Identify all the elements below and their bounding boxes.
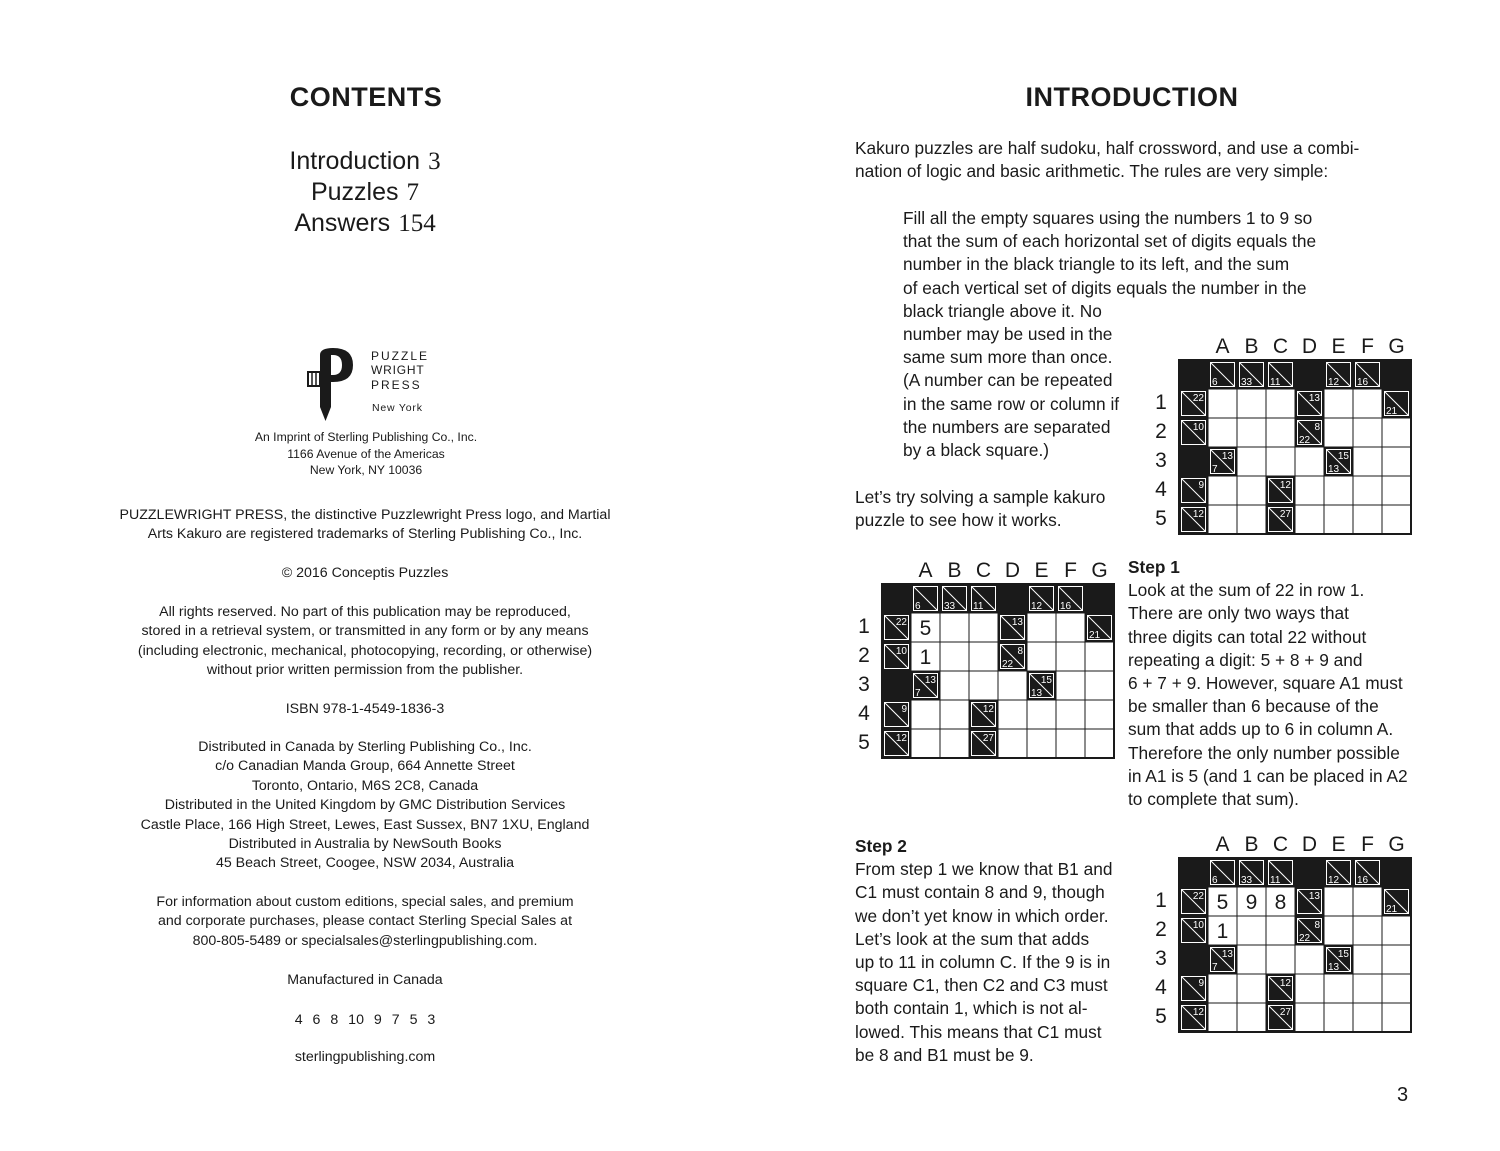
empty-cell[interactable] — [1266, 418, 1295, 447]
empty-cell[interactable] — [1056, 700, 1085, 729]
clue-cell — [1085, 584, 1114, 613]
empty-cell[interactable] — [1208, 389, 1237, 418]
info-line: 800-805-5489 or specialsales@sterlingpublishing.com. — [192, 932, 538, 949]
empty-cell[interactable] — [1027, 613, 1056, 642]
row-header-3: 3 — [1155, 947, 1167, 970]
row-header-1: 1 — [1155, 889, 1167, 912]
down-clue-number: 33 — [1241, 875, 1253, 886]
empty-cell[interactable] — [1056, 613, 1085, 642]
down-clue-number: 7 — [1212, 464, 1218, 475]
toc-label: Answers — [294, 209, 391, 237]
empty-cell[interactable] — [1208, 974, 1237, 1003]
rights-line: without prior written permission from the publisher. — [206, 662, 524, 679]
empty-cell[interactable] — [1266, 447, 1295, 476]
rights-line: stored in a retrieval system, or transmitted in any form or by any means — [141, 623, 589, 640]
empty-cell[interactable] — [940, 613, 969, 642]
step2-line: Let’s look at the sum that adds — [855, 928, 1090, 949]
across-clue-number: 9 — [1198, 480, 1204, 491]
imprint-line: An Imprint of Sterling Publishing Co., Inc. — [254, 430, 478, 444]
step1-title: Step 1 — [1128, 557, 1180, 577]
across-clue-number: 9 — [1198, 978, 1204, 989]
step1-line: There are only two ways that — [1128, 603, 1349, 624]
across-clue-number: 10 — [1192, 920, 1204, 931]
rules-line: number in the black triangle to its left, and the sum — [903, 254, 1290, 275]
step2-line: be 8 and B1 must be 9. — [855, 1044, 1034, 1065]
down-clue-number: 22 — [1299, 435, 1311, 446]
rights-notice — [55, 603, 675, 681]
empty-cell[interactable] — [1353, 447, 1382, 476]
empty-cell[interactable] — [969, 642, 998, 671]
page-number: 3 — [1397, 1084, 1409, 1106]
rules-line: number may be used in the — [903, 324, 1113, 345]
empty-cell[interactable] — [1295, 505, 1324, 534]
pencil-p-logo-icon — [305, 345, 367, 427]
empty-cell[interactable] — [1208, 476, 1237, 505]
step2-line: both contain 1, which is not al- — [855, 998, 1088, 1019]
rules-line: black triangle above it. No — [903, 300, 1102, 321]
row-header-5: 5 — [1155, 507, 1167, 530]
distribution-line: 45 Beach Street, Coogee, NSW 2034, Australia — [215, 855, 515, 872]
down-clue-number: 12 — [1328, 377, 1340, 388]
trademark-line: PUZZLEWRIGHT PRESS, the distinctive Puzzlewright Press logo, and Martial — [119, 507, 611, 523]
down-clue-number: 22 — [1002, 659, 1014, 670]
introduction-heading: INTRODUCTION — [1025, 82, 1239, 112]
step2-title: Step 2 — [855, 836, 907, 856]
down-clue-number: 13 — [1328, 962, 1340, 973]
row-header-1: 1 — [1155, 391, 1167, 414]
column-header-b: B — [1244, 833, 1259, 856]
distribution-line: Distributed in Canada by Sterling Publishing Co., Inc. — [198, 739, 532, 755]
clue-cell — [882, 671, 911, 700]
down-clue-number: 33 — [1241, 377, 1253, 388]
empty-cell[interactable] — [1324, 974, 1353, 1003]
empty-cell[interactable] — [1353, 974, 1382, 1003]
empty-cell[interactable] — [911, 729, 940, 758]
across-clue-number: 13 — [1221, 949, 1233, 960]
clue-cell — [1179, 945, 1208, 974]
across-clue-number: 13 — [1308, 891, 1320, 902]
row-header-5: 5 — [1155, 1005, 1167, 1028]
clue-cell — [1295, 858, 1324, 887]
empty-cell[interactable] — [1353, 505, 1382, 534]
empty-cell[interactable] — [1085, 642, 1114, 671]
distribution-line: Toronto, Ontario, M6S 2C8, Canada — [251, 777, 479, 794]
empty-cell[interactable] — [1353, 945, 1382, 974]
down-clue-number: 11 — [1270, 377, 1281, 388]
column-header-a: A — [1215, 833, 1230, 856]
step1-line: Therefore the only number possible — [1128, 742, 1400, 763]
empty-cell[interactable] — [1353, 887, 1382, 916]
empty-cell[interactable] — [1324, 505, 1353, 534]
column-header-f: F — [1064, 559, 1077, 582]
across-clue-number: 22 — [1192, 891, 1204, 902]
logo-word-wright: WRIGHT — [371, 363, 425, 377]
empty-cell[interactable] — [1324, 418, 1353, 447]
row-header-4: 4 — [1155, 976, 1167, 999]
step2-line: From step 1 we know that B1 and — [855, 859, 1113, 880]
empty-cell[interactable] — [940, 700, 969, 729]
empty-cell[interactable] — [940, 729, 969, 758]
trademark-notice — [55, 506, 675, 545]
across-clue-number: 13 — [924, 675, 936, 686]
cell-digit: 5 — [919, 617, 932, 640]
empty-cell[interactable] — [1237, 389, 1266, 418]
empty-cell[interactable] — [1295, 974, 1324, 1003]
across-clue-number: 12 — [982, 704, 994, 715]
down-clue-number: 16 — [1060, 601, 1072, 612]
toc-label: Introduction — [289, 147, 421, 175]
empty-cell[interactable] — [1237, 945, 1266, 974]
copyright-line: © 2016 Conceptis Puzzles — [281, 565, 449, 581]
across-clue-number: 15 — [1040, 675, 1052, 686]
rules-line: by a black square.) — [903, 440, 1050, 461]
down-clue-number: 6 — [1212, 377, 1218, 388]
across-clue-number: 13 — [1011, 617, 1023, 628]
empty-cell[interactable] — [1353, 476, 1382, 505]
empty-cell[interactable] — [940, 671, 969, 700]
empty-cell[interactable] — [1056, 642, 1085, 671]
logo-word-press: PRESS — [371, 378, 422, 392]
empty-cell[interactable] — [1237, 916, 1266, 945]
empty-cell[interactable] — [1324, 887, 1353, 916]
rules-line: of each vertical set of digits equals the number in the — [903, 277, 1307, 298]
empty-cell[interactable] — [1208, 418, 1237, 447]
empty-cell[interactable] — [1324, 389, 1353, 418]
empty-cell[interactable] — [1027, 700, 1056, 729]
empty-cell[interactable] — [1056, 671, 1085, 700]
column-header-d: D — [1004, 559, 1021, 582]
toc-page-number: 7 — [406, 179, 420, 206]
step1-line: Look at the sum of 22 in row 1. — [1128, 580, 1365, 601]
empty-cell[interactable] — [1085, 671, 1114, 700]
across-clue-number: 13 — [1221, 451, 1233, 462]
across-clue-number: 27 — [1279, 509, 1291, 520]
down-clue-number: 12 — [1031, 601, 1043, 612]
kakuro-board — [881, 583, 1115, 759]
imprint-line: New York, NY 10036 — [309, 463, 423, 478]
step1-line: 6 + 7 + 9. However, square A1 must — [1128, 673, 1403, 694]
logo-city: New York — [372, 402, 423, 414]
kakuro-board — [1178, 359, 1412, 535]
clue-cell — [882, 584, 911, 613]
across-clue-number: 12 — [1192, 1007, 1204, 1018]
contents-heading: CONTENTS — [289, 82, 443, 112]
column-header-a: A — [918, 559, 933, 582]
empty-cell[interactable] — [998, 700, 1027, 729]
down-clue-number: 16 — [1357, 875, 1369, 886]
column-header-b: B — [947, 559, 962, 582]
across-clue-number: 22 — [1192, 393, 1204, 404]
empty-cell[interactable] — [1382, 974, 1411, 1003]
down-clue-number: 21 — [1386, 904, 1398, 915]
clue-cell — [1179, 858, 1208, 887]
down-clue-number: 13 — [1328, 464, 1340, 475]
try-paragraph — [855, 486, 1105, 532]
step2-line: lowed. This means that C1 must — [855, 1021, 1102, 1042]
column-header-c: C — [1272, 833, 1289, 856]
intro-paragraph — [855, 137, 1359, 183]
empty-cell[interactable] — [969, 613, 998, 642]
down-clue-number: 22 — [1299, 933, 1311, 944]
empty-cell[interactable] — [1237, 447, 1266, 476]
empty-cell[interactable] — [1208, 1003, 1237, 1032]
empty-cell[interactable] — [1382, 1003, 1411, 1032]
empty-cell[interactable] — [1382, 418, 1411, 447]
step1-line: to complete that sum). — [1128, 789, 1299, 810]
step1-line: sum that adds up to 6 in column A. — [1128, 719, 1394, 740]
clue-cell — [1382, 360, 1411, 389]
intro-line: Kakuro puzzles are half sudoku, half crossword, and use a combi- — [855, 138, 1360, 158]
rights-line: All rights reserved. No part of this publication may be reproduced, — [159, 604, 571, 620]
step1-line: in A1 is 5 (and 1 can be placed in A2 — [1128, 765, 1408, 786]
down-clue-number: 6 — [1212, 875, 1218, 886]
down-clue-number: 7 — [1212, 962, 1218, 973]
empty-cell[interactable] — [911, 700, 940, 729]
across-clue-number: 10 — [895, 646, 907, 657]
rules-line: in the same row or column if — [903, 393, 1120, 414]
row-header-4: 4 — [1155, 478, 1167, 501]
special-sales-info — [55, 893, 675, 951]
down-clue-number: 13 — [1031, 688, 1043, 699]
empty-cell[interactable] — [1353, 916, 1382, 945]
empty-cell[interactable] — [1295, 945, 1324, 974]
empty-cell[interactable] — [1295, 447, 1324, 476]
row-header-2: 2 — [1155, 918, 1167, 941]
try-line: puzzle to see how it works. — [855, 510, 1062, 531]
publisher-website[interactable]: sterlingpublishing.com — [294, 1049, 436, 1065]
empty-cell[interactable] — [1266, 916, 1295, 945]
across-clue-number: 12 — [1279, 480, 1291, 491]
cell-digit: 1 — [919, 646, 932, 669]
step2-line: square C1, then C2 and C3 must — [855, 975, 1108, 996]
imprint-block — [166, 429, 566, 479]
toc-label: Puzzles — [310, 178, 399, 206]
across-clue-number: 15 — [1337, 451, 1349, 462]
across-clue-number: 8 — [1017, 646, 1023, 657]
empty-cell[interactable] — [1353, 389, 1382, 418]
step2-line: C1 must contain 8 and 9, though — [855, 882, 1105, 903]
info-line: and corporate purchases, please contact Sterling Special Sales at — [157, 913, 573, 930]
down-clue-number: 33 — [944, 601, 956, 612]
rules-line: same sum more than once. — [903, 347, 1113, 368]
rules-line: the numbers are separated — [903, 416, 1111, 437]
empty-cell[interactable] — [1382, 505, 1411, 534]
empty-cell[interactable] — [1324, 476, 1353, 505]
across-clue-number: 22 — [895, 617, 907, 628]
column-header-g: G — [1388, 335, 1405, 358]
rules-line: that the sum of each horizontal set of digits equals the — [903, 231, 1317, 252]
row-header-3: 3 — [858, 673, 870, 696]
down-clue-number: 11 — [973, 601, 984, 612]
column-header-g: G — [1091, 559, 1108, 582]
row-header-2: 2 — [858, 644, 870, 667]
column-header-e: E — [1034, 559, 1049, 582]
across-clue-number: 27 — [982, 733, 994, 744]
toc-page-number: 154 — [398, 210, 436, 237]
toc-item-puzzles[interactable] — [165, 177, 565, 208]
row-header-2: 2 — [1155, 420, 1167, 443]
empty-cell[interactable] — [1324, 916, 1353, 945]
empty-cell[interactable] — [1237, 1003, 1266, 1032]
publisher-logo — [305, 345, 445, 430]
across-clue-number: 12 — [895, 733, 907, 744]
empty-cell[interactable] — [1237, 476, 1266, 505]
step1-line: be smaller than 6 because of the — [1128, 696, 1379, 717]
column-header-g: G — [1388, 833, 1405, 856]
empty-cell[interactable] — [1353, 418, 1382, 447]
across-clue-number: 13 — [1308, 393, 1320, 404]
empty-cell[interactable] — [1237, 505, 1266, 534]
row-header-3: 3 — [1155, 449, 1167, 472]
step1-line: three digits can total 22 without — [1128, 626, 1367, 647]
column-header-e: E — [1331, 335, 1346, 358]
distribution-line: Distributed in the United Kingdom by GMC Distribution Services — [164, 797, 566, 814]
row-header-4: 4 — [858, 702, 870, 725]
clue-cell — [998, 584, 1027, 613]
intro-line: nation of logic and basic arithmetic. The rules are very simple: — [855, 161, 1329, 182]
rules-line: Fill all the empty squares using the numbers 1 to 9 so — [903, 208, 1313, 228]
step2-paragraph — [855, 835, 1112, 1067]
trademark-line: Arts Kakuro are registered trademarks of Sterling Publishing Co., Inc. — [147, 526, 583, 543]
toc-item-answers[interactable] — [165, 208, 565, 239]
empty-cell[interactable] — [1295, 476, 1324, 505]
empty-cell[interactable] — [969, 671, 998, 700]
across-clue-number: 12 — [1192, 509, 1204, 520]
empty-cell[interactable] — [1353, 1003, 1382, 1032]
empty-cell[interactable] — [1085, 700, 1114, 729]
cell-digit: 1 — [1216, 920, 1229, 943]
empty-cell[interactable] — [1382, 916, 1411, 945]
empty-cell[interactable] — [1237, 974, 1266, 1003]
step1-line: repeating a digit: 5 + 8 + 9 and — [1128, 649, 1363, 670]
down-clue-number: 7 — [915, 688, 921, 699]
empty-cell[interactable] — [940, 642, 969, 671]
toc-item-introduction[interactable] — [165, 146, 565, 177]
distribution-notice — [55, 738, 675, 874]
empty-cell[interactable] — [1382, 476, 1411, 505]
down-clue-number: 21 — [1386, 406, 1398, 417]
across-clue-number: 8 — [1314, 920, 1320, 931]
manufactured-line: Manufactured in Canada — [287, 972, 443, 988]
across-clue-number: 8 — [1314, 422, 1320, 433]
printing-line: 4 6 8 10 9 7 5 3 — [294, 1012, 436, 1028]
distribution-line: Distributed in Australia by NewSouth Books — [228, 836, 502, 853]
column-header-c: C — [1272, 335, 1289, 358]
empty-cell[interactable] — [1237, 418, 1266, 447]
empty-cell[interactable] — [998, 671, 1027, 700]
imprint-line: 1166 Avenue of the Americas — [287, 446, 445, 461]
down-clue-number: 21 — [1089, 630, 1101, 641]
empty-cell[interactable] — [1056, 729, 1085, 758]
column-header-f: F — [1361, 335, 1374, 358]
empty-cell[interactable] — [1266, 945, 1295, 974]
column-header-c: C — [975, 559, 992, 582]
empty-cell[interactable] — [1266, 389, 1295, 418]
step1-paragraph — [1128, 556, 1408, 811]
cell-digit: 9 — [1245, 891, 1258, 914]
distribution-line: c/o Canadian Manda Group, 664 Annette Street — [215, 758, 515, 775]
empty-cell[interactable] — [1085, 729, 1114, 758]
column-header-e: E — [1331, 833, 1346, 856]
clue-cell — [1179, 360, 1208, 389]
down-clue-number: 6 — [915, 601, 921, 612]
column-header-a: A — [1215, 335, 1230, 358]
info-line: For information about custom editions, special sales, and premium — [156, 894, 574, 910]
clue-cell — [1295, 360, 1324, 389]
clue-cell — [1179, 447, 1208, 476]
empty-cell[interactable] — [1027, 729, 1056, 758]
step2-line: up to 11 in column C. If the 9 is in — [855, 952, 1111, 973]
empty-cell[interactable] — [1382, 945, 1411, 974]
cell-digit: 5 — [1216, 891, 1229, 914]
across-clue-number: 9 — [901, 704, 907, 715]
row-header-1: 1 — [858, 615, 870, 638]
row-header-5: 5 — [858, 731, 870, 754]
cell-digit: 8 — [1274, 891, 1287, 914]
empty-cell[interactable] — [1208, 505, 1237, 534]
column-header-d: D — [1301, 833, 1318, 856]
logo-word-puzzle: PUZZLE — [371, 349, 430, 363]
across-clue-number: 10 — [1192, 422, 1204, 433]
empty-cell[interactable] — [998, 729, 1027, 758]
distribution-line: Castle Place, 166 High Street, Lewes, East Sussex, BN7 1XU, England — [140, 816, 590, 833]
across-clue-number: 27 — [1279, 1007, 1291, 1018]
empty-cell[interactable] — [1295, 1003, 1324, 1032]
empty-cell[interactable] — [1382, 447, 1411, 476]
column-header-d: D — [1301, 335, 1318, 358]
down-clue-number: 16 — [1357, 377, 1369, 388]
try-line: Let’s try solving a sample kakuro — [855, 487, 1106, 507]
clue-cell — [1382, 858, 1411, 887]
column-header-f: F — [1361, 833, 1374, 856]
rules-line: (A number can be repeated — [903, 370, 1113, 391]
rights-line: (including electronic, mechanical, photocopying, recording, or otherwise) — [137, 642, 593, 659]
kakuro-board — [1178, 857, 1412, 1033]
down-clue-number: 11 — [1270, 875, 1281, 886]
step2-line: we don’t yet know in which order. — [855, 905, 1109, 926]
toc-page-number: 3 — [428, 148, 441, 175]
column-header-b: B — [1244, 335, 1259, 358]
empty-cell[interactable] — [1324, 1003, 1353, 1032]
across-clue-number: 12 — [1279, 978, 1291, 989]
down-clue-number: 12 — [1328, 875, 1340, 886]
isbn: ISBN 978-1-4549-1836-3 — [285, 701, 445, 717]
empty-cell[interactable] — [1027, 642, 1056, 671]
across-clue-number: 15 — [1337, 949, 1349, 960]
